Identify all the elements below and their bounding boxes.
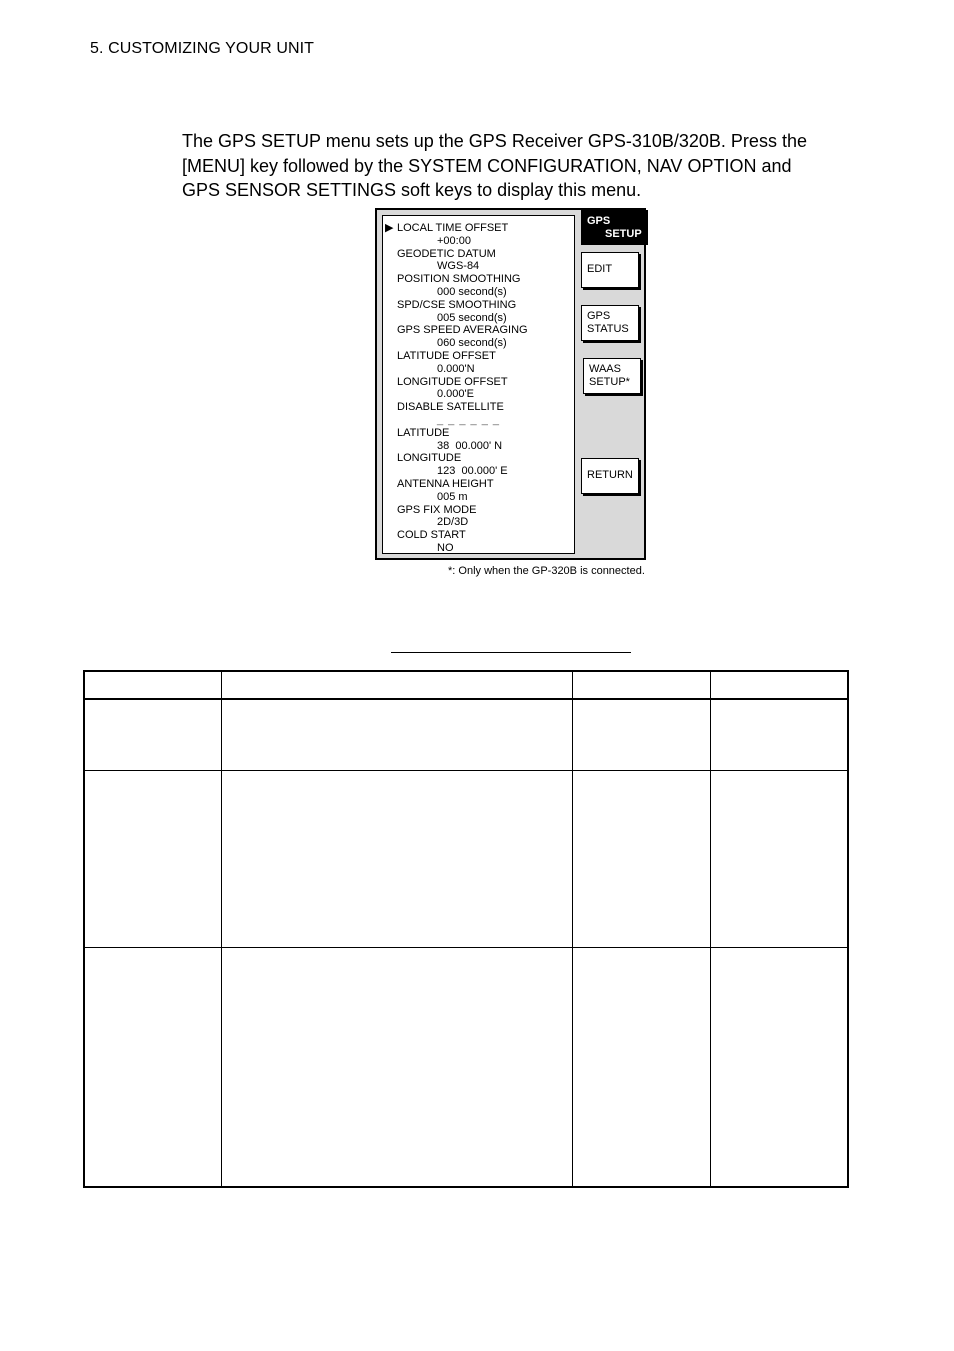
menu-item-label: LATITUDE: [397, 426, 450, 439]
menu-item-value: 0.000'E: [437, 388, 474, 401]
table-row: [84, 699, 848, 770]
menu-item-value: 123 00.000' E: [437, 465, 508, 478]
table-cell: [710, 699, 848, 770]
table-cell: [572, 947, 710, 1187]
menu-item-value: 005 m: [437, 490, 468, 503]
menu-item-label: GPS SPEED AVERAGING: [397, 324, 528, 337]
menu-entry-longitude[interactable]: [397, 452, 528, 478]
menu-entry-local-time-offset[interactable]: [385, 222, 528, 248]
gps-setup-screen: [375, 208, 646, 560]
edit-button[interactable]: EDIT: [581, 252, 639, 288]
menu-item-label: COLD START: [397, 529, 466, 542]
table-header-row: [84, 671, 848, 699]
intro-paragraph: [182, 129, 872, 203]
menu-entry-longitude-offset[interactable]: [397, 376, 528, 402]
menu-item-value: 060 second(s): [437, 337, 507, 350]
menu-item-value: 005 second(s): [437, 311, 507, 324]
menu-list: [385, 222, 528, 555]
table-cell: [572, 770, 710, 947]
menu-panel: [382, 215, 575, 554]
menu-item-value: WGS-84: [437, 260, 480, 273]
menu-item-label: LONGITUDE: [397, 452, 462, 465]
cursor-arrow-icon: ▶: [385, 222, 394, 234]
table-row: [84, 947, 848, 1187]
menu-entry-latitude-offset[interactable]: [397, 350, 528, 376]
table-title-underline: [391, 652, 631, 653]
softkey-title-line1: GPS: [587, 215, 611, 227]
menu-entry-gps-fix-mode[interactable]: [397, 504, 528, 530]
menu-item-label: POSITION SMOOTHING: [397, 273, 521, 286]
menu-item-value: NO: [437, 541, 454, 554]
intro-line-1: The GPS SETUP menu sets up the GPS Receiver GPS-310B/320B. Press the: [182, 131, 807, 151]
table-cell: [84, 770, 221, 947]
softkey-title-line2: SETUP: [605, 228, 642, 240]
footnote: *: Only when the GP-320B is connected.: [448, 565, 645, 577]
table-cell: [221, 671, 572, 699]
menu-entry-cold-start[interactable]: [397, 529, 528, 555]
menu-item-label: ANTENNA HEIGHT: [397, 477, 494, 490]
page-header: 5. CUSTOMIZING YOUR UNIT: [90, 40, 315, 57]
intro-line-2: [MENU] key followed by the SYSTEM CONFIGURATION, NAV OPTION and: [182, 155, 792, 176]
table-cell: [572, 699, 710, 770]
table-cell: [710, 770, 848, 947]
menu-item-label: LATITUDE OFFSET: [397, 349, 496, 362]
table-cell: [710, 947, 848, 1187]
menu-entry-antenna-height[interactable]: [397, 478, 528, 504]
menu-item-label: GPS FIX MODE: [397, 503, 477, 516]
menu-entry-geodetic-datum[interactable]: [397, 248, 528, 274]
table-cell: [221, 699, 572, 770]
menu-item-label: LOCAL TIME OFFSET: [397, 222, 509, 234]
softkey-title-gps-setup: [581, 210, 648, 245]
return-button[interactable]: RETURN: [581, 458, 639, 494]
gps-status-button[interactable]: GPS STATUS: [581, 305, 639, 341]
table-cell: [84, 671, 221, 699]
intro-line-3: GPS SENSOR SETTINGS soft keys to display this menu.: [182, 180, 642, 200]
menu-item-value: 2D/3D: [437, 516, 469, 529]
table-cell: [221, 770, 572, 947]
table-cell: [710, 671, 848, 699]
menu-item-label: DISABLE SATELLITE: [397, 401, 504, 414]
table-cell: [84, 699, 221, 770]
menu-item-value: +00:00: [437, 234, 471, 247]
table-cell: [221, 947, 572, 1187]
menu-item-label: GEODETIC DATUM: [397, 247, 496, 260]
menu-entry-spd-cse-smoothing[interactable]: [397, 299, 528, 325]
menu-entry-latitude[interactable]: [397, 427, 528, 453]
menu-item-value: 0.000'N: [437, 362, 475, 375]
menu-entry-gps-speed-averaging[interactable]: [397, 324, 528, 350]
table-cell: [84, 947, 221, 1187]
settings-table: [83, 670, 849, 1188]
waas-setup-button[interactable]: WAAS SETUP*: [583, 358, 641, 394]
menu-entry-disable-satellite[interactable]: [397, 401, 528, 427]
menu-item-value: 000 second(s): [437, 285, 507, 298]
menu-entry-position-smoothing[interactable]: [397, 273, 528, 299]
menu-item-value: _ _ _ _ _ _: [437, 413, 500, 426]
menu-item-value: 38 00.000' N: [437, 439, 503, 452]
menu-item-label: SPD/CSE SMOOTHING: [397, 298, 517, 311]
table-row: [84, 770, 848, 947]
table-cell: [572, 671, 710, 699]
menu-item-label: LONGITUDE OFFSET: [397, 375, 508, 388]
